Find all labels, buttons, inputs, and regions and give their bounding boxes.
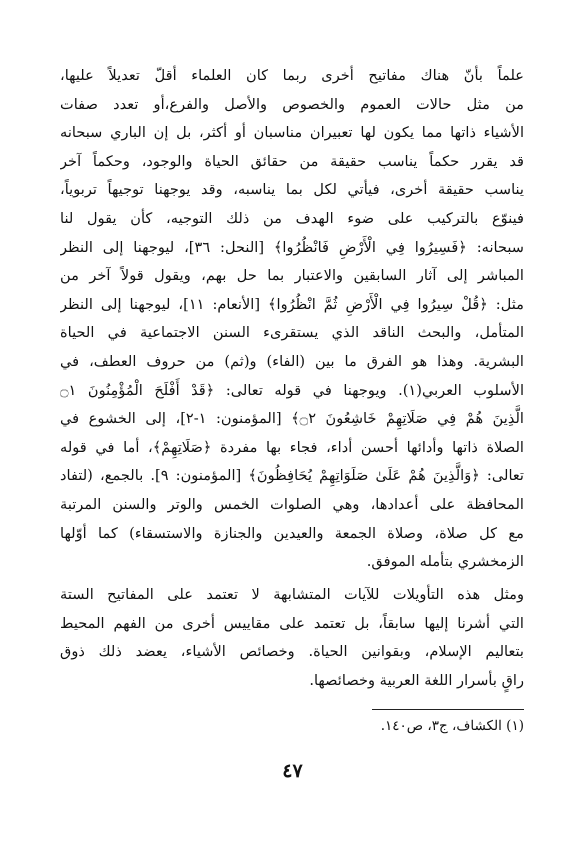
text-line: يناسب حقيقة أخرى، فيأتي لكل بما يناسبه، وقد يوجهنا توجيهاً تربوياً، <box>60 181 524 199</box>
text-line: قد يقرر حكماً يناسب حقيقة من حقائق الحياة والوجود، وحكماً آخر <box>60 152 524 170</box>
text-line: المتأمل، والبحث الناقد الذي يستقرىء السنن الاجتماعية في الحياة <box>60 324 524 342</box>
text-line: البشرية. وهذا هو الفرق ما بين (الفاء) و(ثم) من حروف العطف، في <box>60 352 524 370</box>
page-number: ٤٧ <box>282 760 303 782</box>
text-line: بتعاليم الإسلام، وبقوانين الحياة. وخصائص الأشياء، يعضد ذلك ذوق <box>60 643 524 661</box>
text-line: المحافظة على أعدادها، وهي الصلوات الخمس والوتر والسنن المرتبة <box>60 495 524 513</box>
text-line: راقٍ بأسرار اللغة العربية وخصائصها. <box>309 671 524 689</box>
text-line: الأسلوب العربي(١). ويوجهنا في قوله تعالى: ﴿قَدْ أَفْلَحَ الْمُؤْمِنُونَ ۝١ <box>60 381 524 399</box>
text-line: الزمخشري بتأمله الموفق. <box>366 553 524 571</box>
second-paragraph <box>60 581 524 695</box>
text-line: من مثل حالات العموم والخصوص والأصل والفرع،أو تعدد صفات <box>60 95 524 113</box>
text-line: الَّذِينَ هُمْ فِي صَلَاتِهِمْ خَاشِعُونَ ۝٢﴾ [المؤمنون: ١-٢]، إلى الخشوع في <box>60 410 524 428</box>
text-line: سبحانه: ﴿فَسِيرُوا فِي الْأَرْضِ فَانْظُرُوا﴾ [النحل: ٣٦]، ليوجهنا إلى النظر <box>60 238 524 256</box>
footnote-divider <box>372 709 524 710</box>
text-line: مع كل صلاة، وصلاة الجمعة والعيدين والجنازة والاستسقاء) كما أوّلها <box>60 524 524 542</box>
text-line: ومثل هذه التأويلات للآيات المتشابهة لا تعتمد على المفاتيح الستة <box>60 586 524 603</box>
text-line: التي أشرنا إليها سابقاً، بل تعتمد على مقاييس أخرى من الفهم المحيط <box>60 614 524 632</box>
footnote: (١) الكشاف، ج٣، ص١٤٠. <box>380 718 524 734</box>
text-line: علماً بأنّ هناك مفاتيح أخرى ربما كان العلماء أقلّ تعديلاً عليها، <box>60 67 524 84</box>
main-paragraph <box>60 62 524 577</box>
text-line: الأشياء ذاتها مما يكون لها تعبيران مناسبان أو أكثر، بل إن الباري سبحانه <box>60 124 524 142</box>
text-line: مثل: ﴿قُلْ سِيرُوا فِي الْأَرْضِ ثُمَّ انْظُرُوا﴾ [الأنعام: ١١]، ليوجهنا إلى النظر <box>60 295 524 313</box>
text-line: المباشر إلى آثار السابقين والاعتبار بما حل بهم، ويقول قولاً آخر من <box>60 267 524 285</box>
text-line: الصلاة ذاتها وأدائها أحسن أداء، فجاء بها مفردة ﴿صَلَاتِهِمْ﴾، أما في قوله <box>60 438 524 456</box>
text-line: تعالى: ﴿وَالَّذِينَ هُمْ عَلَىٰ صَلَوَاتِهِمْ يُحَافِظُونَ﴾ [المؤمنون: ٩]. بالجمع، (لتفاد <box>60 467 524 485</box>
text-line: فينوّع بالتركيب على ضوء الهدف من ذلك التوجيه، كأن يقول لنا <box>60 209 524 227</box>
